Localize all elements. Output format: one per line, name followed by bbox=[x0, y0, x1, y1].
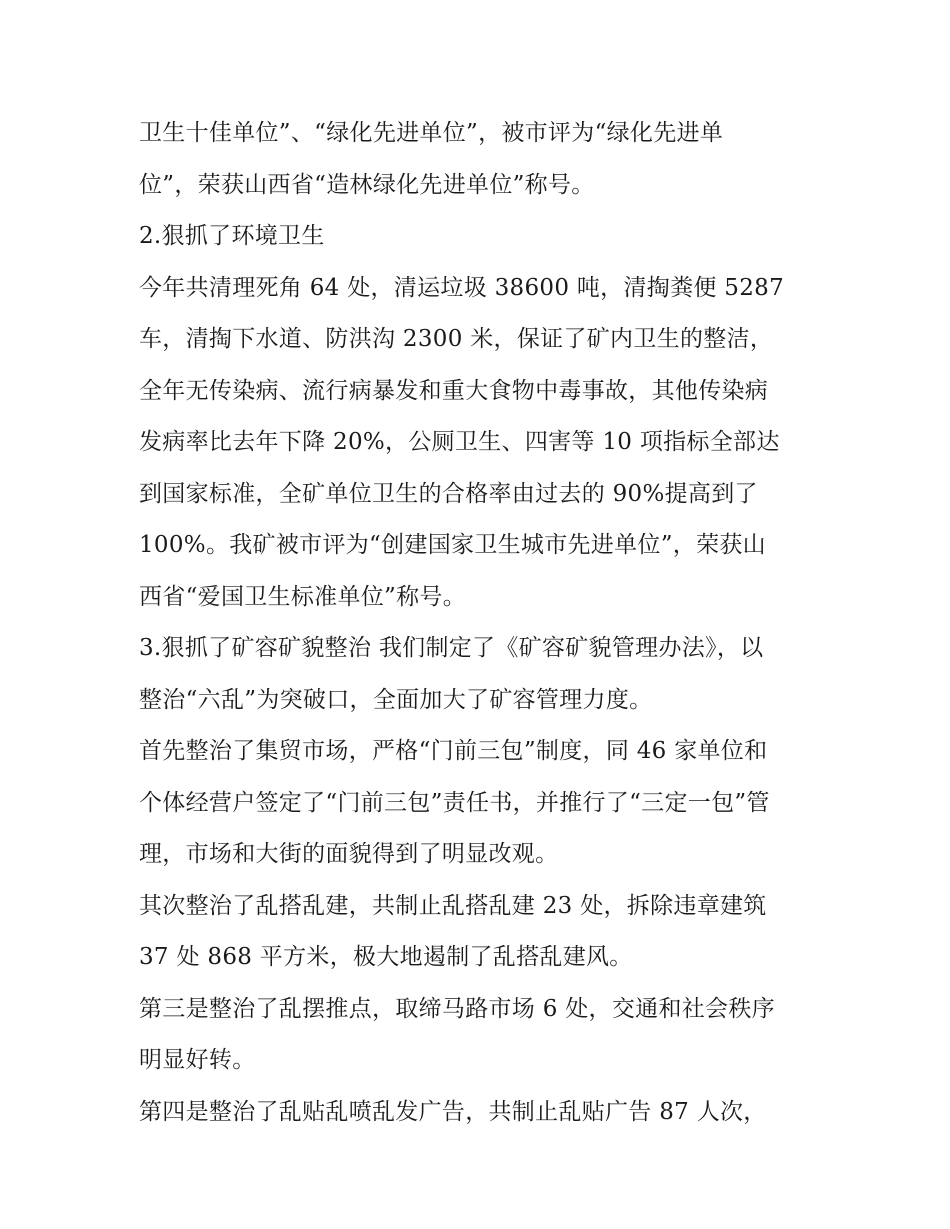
text-line: 车，清掏下水道、防洪沟 2300 米，保证了矿内卫生的整洁， bbox=[139, 326, 774, 352]
text-line: 卫生十佳单位”、“绿化先进单位”，被市评为“绿化先进单 bbox=[139, 120, 724, 146]
text-line: 到国家标准，全矿单位卫生的合格率由过去的 90%提高到了 bbox=[139, 480, 758, 507]
text-line: 首先整治了集贸市场，严格“门前三包”制度，同 46 家单位和 bbox=[139, 738, 768, 764]
text-line: 整治“六乱”为突破口，全面加大了矿容管理力度。 bbox=[139, 686, 653, 713]
text-line: 西省“爱国卫生标准单位”称号。 bbox=[139, 583, 467, 610]
text-line: 其次整治了乱搭乱建，共制止乱搭乱建 23 处，拆除违章建筑 bbox=[139, 892, 767, 919]
text-line: 全年无传染病、流行病暴发和重大食物中毒事故，其他传染病 bbox=[139, 377, 769, 404]
document-body bbox=[139, 108, 819, 1138]
text-line: 发病率比去年下降 20%，公厕卫生、四害等 10 项指标全部达 bbox=[139, 429, 780, 455]
text-line: 理，市场和大街的面貌得到了明显改观。 bbox=[139, 841, 559, 867]
section-heading: 3.狠抓了矿容矿貌整治 我们制定了《矿容矿貌管理办法》，以 bbox=[139, 635, 764, 661]
text-line: 个体经营户签定了“门前三包”责任书，并推行了“三定一包”管 bbox=[139, 789, 770, 816]
text-line: 37 处 868 平方米，极大地遏制了乱搭乱建风。 bbox=[139, 944, 633, 970]
text-line: 100%。我矿被市评为“创建国家卫生城市先进单位”，荣获山 bbox=[139, 532, 766, 558]
text-line: 第三是整治了乱摆推点，取缔马路市场 6 处，交通和社会秩序 bbox=[139, 995, 775, 1022]
text-line: 第四是整治了乱贴乱喷乱发广告，共制止乱贴广告 87 人次， bbox=[139, 1098, 767, 1125]
text-line: 今年共清理死角 64 处，清运垃圾 38600 吨，清掏粪便 5287 bbox=[139, 274, 785, 301]
text-line: 明显好转。 bbox=[139, 1047, 256, 1073]
section-heading: 2.狠抓了环境卫生 bbox=[139, 223, 325, 249]
text-line: 位”，荣获山西省“造林绿化先进单位”称号。 bbox=[139, 171, 595, 198]
